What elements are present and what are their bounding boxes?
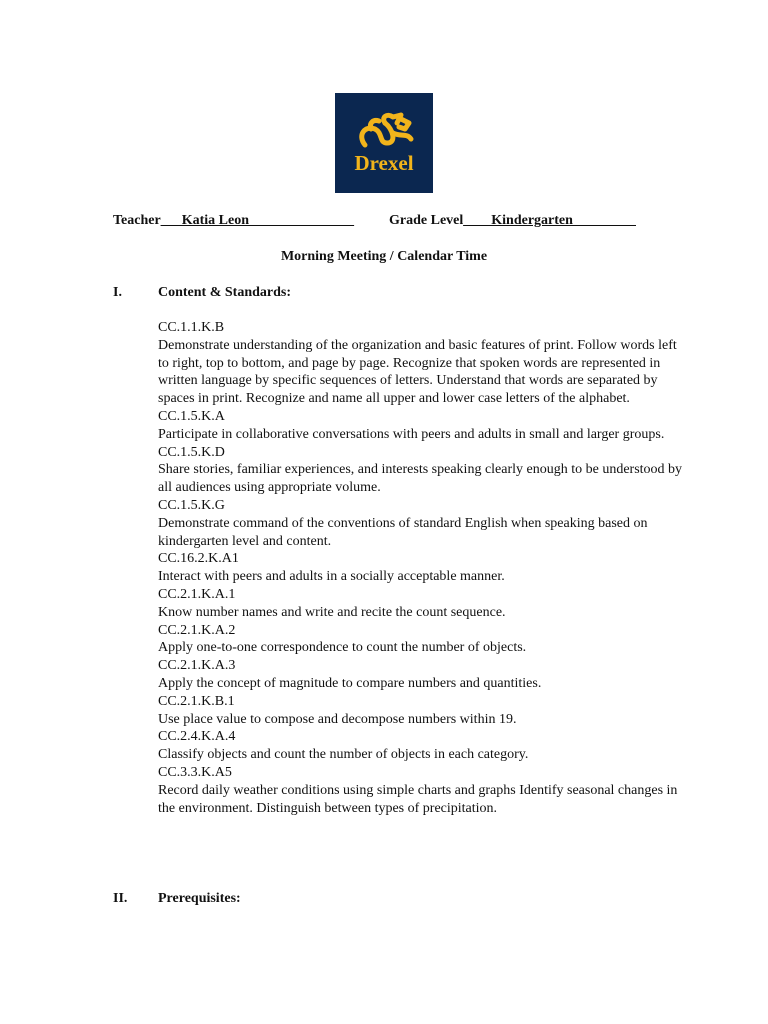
standard-item (158, 657, 688, 693)
standard-description: Share stories, familiar experiences, and interests speaking clearly enough to be understood by all audiences using appropriate volume. (158, 462, 683, 496)
standard-code: CC.1.5.K.G (158, 497, 225, 513)
standard-code: CC.3.3.K.A5 (158, 764, 232, 780)
logo-text: Drexel (354, 151, 414, 175)
standard-code: CC.2.1.K.B.1 (158, 693, 235, 709)
standard-code: CC.1.1.K.B (158, 320, 225, 335)
standard-description: Use place value to compose and decompose numbers within 19. (158, 711, 517, 727)
standards-list (158, 319, 688, 817)
standard-item (158, 586, 688, 622)
section-numeral: I. (113, 285, 122, 300)
standard-description: Classify objects and count the number of objects in each category. (158, 747, 529, 763)
standard-code: CC.2.1.K.A.3 (158, 658, 236, 674)
standard-item (158, 497, 688, 550)
standard-item (158, 728, 688, 764)
section-title: Content & Standards: (158, 285, 292, 300)
standard-code: CC.16.2.K.A1 (158, 551, 239, 567)
standard-code: CC.1.5.K.D (158, 444, 225, 460)
grade-level-label: Grade Level (389, 213, 464, 228)
standard-item (158, 319, 688, 408)
section-numeral: II. (113, 891, 128, 906)
section-heading-content-standards (113, 284, 291, 302)
standard-description: Demonstrate command of the conventions of standard English when speaking based on kindergarten level and content. (158, 515, 648, 549)
standard-description: Apply the concept of magnitude to compare numbers and quantities. (158, 675, 542, 691)
standard-item (158, 764, 688, 817)
standard-description: Record daily weather conditions using simple charts and graphs Identify seasonal changes in the environment. Distinguish between types of precipitation. (158, 782, 678, 816)
standard-description: Demonstrate understanding of the organization and basic features of print. Follow words left to right, top to bottom, and page by page. Recognize that spoken words are represented in written language by specific sequences of letters. Understand that words are separated by spaces in print. Recognize and name all upper and lower case letters of the alphabet. (158, 337, 677, 407)
standard-item (158, 550, 688, 586)
standard-code: CC.2.1.K.A.1 (158, 586, 236, 602)
standard-description: Participate in collaborative conversations with peers and adults in small and larger groups. (158, 426, 665, 442)
teacher-value: ___Katia Leon_______________ (160, 213, 354, 228)
standard-description: Apply one-to-one correspondence to count the number of objects. (158, 640, 527, 656)
standard-code: CC.2.1.K.A.2 (158, 622, 236, 638)
teacher-field (113, 212, 354, 230)
standard-code: CC.1.5.K.A (158, 408, 225, 424)
section-title: Prerequisites: (158, 891, 241, 906)
dragon-icon (335, 93, 433, 193)
grade-level-field (389, 212, 636, 230)
drexel-logo (335, 93, 433, 193)
standard-item (158, 408, 688, 444)
document-title: Morning Meeting / Calendar Time (280, 249, 488, 264)
section-heading-prerequisites (113, 890, 241, 908)
standard-description: Know number names and write and recite the count sequence. (158, 604, 506, 620)
standard-item (158, 693, 688, 729)
standard-description: Interact with peers and adults in a socially acceptable manner. (158, 569, 505, 585)
standard-item (158, 622, 688, 658)
grade-level-value: ____Kindergarten_________ (463, 213, 636, 228)
standard-item (158, 444, 688, 497)
standard-code: CC.2.4.K.A.4 (158, 729, 236, 745)
teacher-label: Teacher (113, 213, 161, 228)
